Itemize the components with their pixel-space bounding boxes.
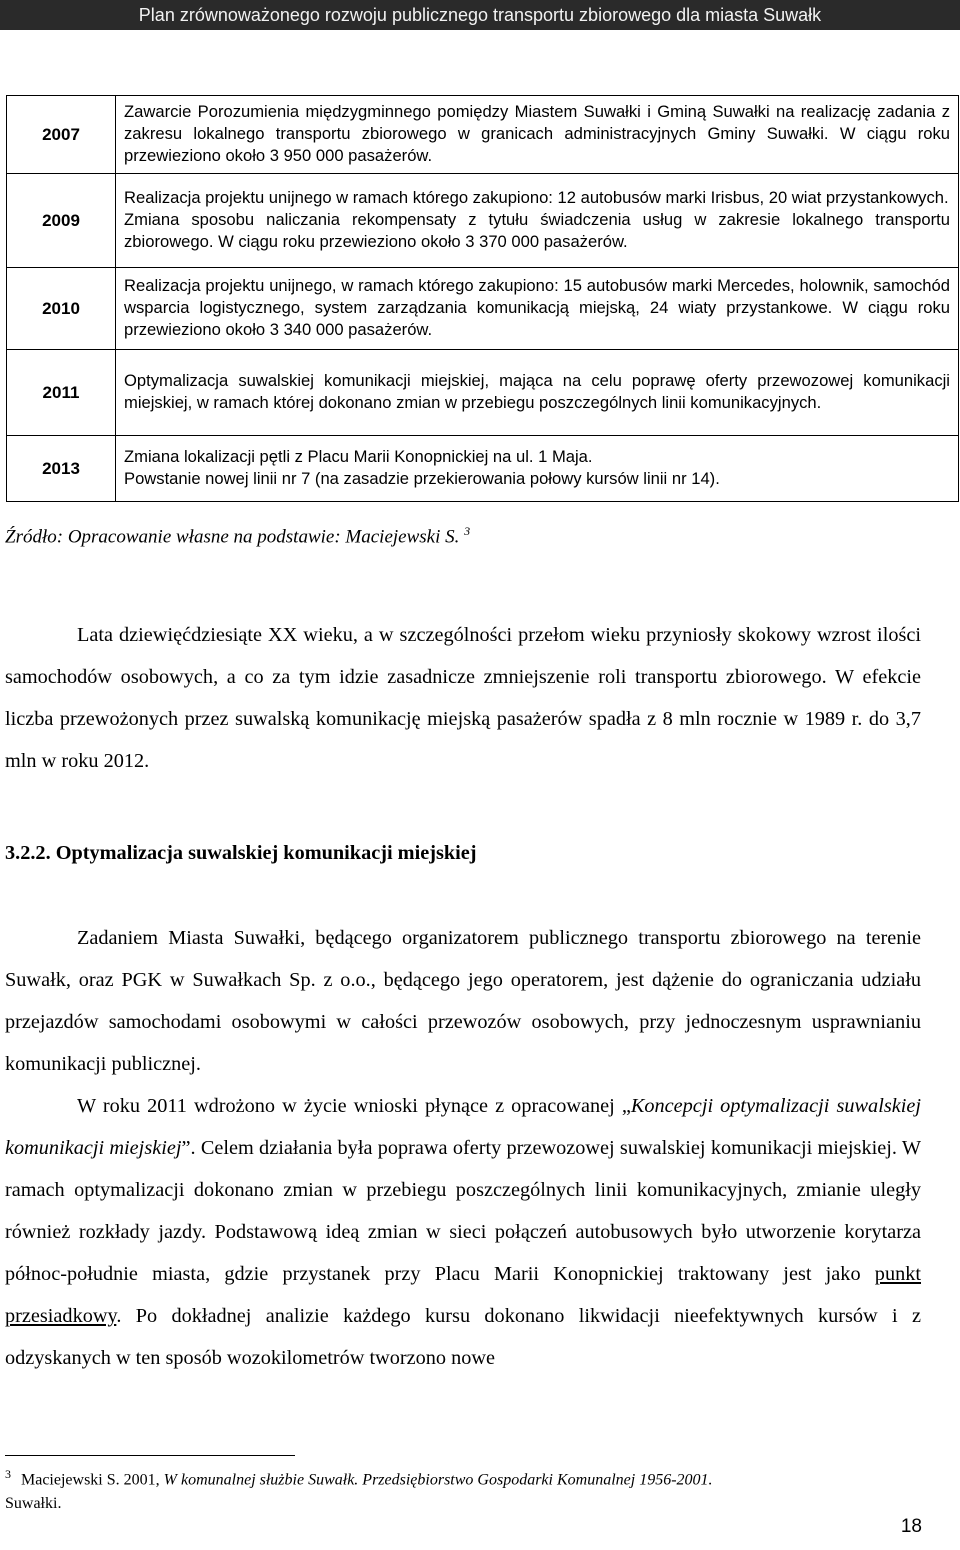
paragraph-goal — [5, 917, 921, 1085]
paragraph-text: Lata dziewięćdziesiąte XX wieku, a w szczególności przełom wieku przyniosły skokowy wzrost ilości samochodów osobowych, a co za tym idzie zasadnicze zmniejszenie roli transportu zbiorowego. W efekcie liczba przewożonych przez suwalską komunikację miejską pasażerów spadła z 8 mln rocznie w 1989 r. do 3,7 mln w roku 2012. — [5, 624, 921, 772]
description-text: Powstanie nowej linii nr 7 (na zasadzie przekierowania połowy kursów linii nr 14). — [124, 468, 720, 488]
year-cell: 2011 — [7, 350, 116, 436]
footnote-marker: 3 — [5, 1467, 11, 1481]
year-cell: 2010 — [7, 268, 116, 350]
running-header-title: Plan zrównoważonego rozwoju publicznego transportu zbiorowego dla miasta Suwałk — [138, 5, 822, 25]
description-text: Realizacja projektu unijnego w ramach którego zakupiono: 12 autobusów marki Irisbus, 20 wiat przystankowych. — [124, 187, 949, 207]
description-cell — [116, 174, 959, 268]
paragraph-text: Zadaniem Miasta Suwałki, będącego organizatorem publicznego transportu zbiorowego na terenie Suwałk, oraz PGK w Suwałkach Sp. z o.o., będącego jego operatorem, jest dążenie do ograniczania udziału przejazdów samochodami osobowymi w całości przewozów osobowych, przy jednoczesnym usprawnianiu komunikacji publicznej. — [5, 927, 921, 1075]
footnote-separator — [5, 1455, 295, 1456]
table-source-caption — [5, 524, 470, 548]
page-number: 18 — [900, 1516, 922, 1537]
description-text: Optymalizacja suwalskiej komunikacji miejskiej, mająca na celu poprawę oferty przewozowej komunikacji miejskiej, w ramach której dokonano zmian w przebiegu poszczególnych linii komunikacyjnych. — [124, 370, 950, 412]
description-text: Realizacja projektu unijnego, w ramach którego zakupiono: 15 autobusów marki Mercedes, holownik, samochód wsparcia logistycznego, system zarządzania komunikacją miejską, 24 wiaty przystankowe. W ciągu roku przewieziono około 3 340 000 pasażerów. — [124, 275, 950, 339]
description-cell — [116, 436, 959, 502]
footnote-reference: 3 — [464, 524, 471, 538]
paragraph-text-part: . Po dokładnej analizie każdego kursu dokonano likwidacji nieefektywnych kursów i z odzyskanych w ten sposób wozokilometrów tworzono nowe — [5, 1305, 921, 1369]
section-heading: 3.2.2. Optymalizacja suwalskiej komunikacji miejskiej — [5, 842, 477, 864]
table-row — [7, 268, 959, 350]
paragraph-decline — [5, 614, 921, 782]
footnote-author: Maciejewski S. 2001, — [21, 1471, 164, 1489]
table-row — [7, 96, 959, 174]
year-cell: 2013 — [7, 436, 116, 502]
description-text: Zmiana lokalizacji pętli z Placu Marii Konopnickiej na ul. 1 Maja. — [124, 446, 593, 466]
paragraph-text-part: ”. Celem działania była poprawa oferty przewozowej suwalskiej komunikacji miejskiej. W ramach optymalizacji dokonano zmian w przebiegu poszczególnych linii komunikacyjnych, zmianie uległy również rozkłady jazdy. Podstawową ideą zmian w sieci połączeń autobusowych było utworzenie korytarza północ-południe miasta, gdzie przystanek przy Placu Marii Konopnickiej traktowany jest jako — [5, 1137, 921, 1285]
table-row — [7, 350, 959, 436]
document-title-italic: Koncepcji optymalizacji suwalskiej komunikacji miejskiej — [5, 1095, 921, 1159]
footnote-place: Suwałki. — [5, 1495, 62, 1513]
table-row — [7, 436, 959, 502]
paragraph-optimization — [5, 1085, 921, 1379]
description-text: Zawarcie Porozumienia międzygminnego pomiędzy Miastem Suwałki i Gminą Suwałki na realizację zadania z zakresu lokalnego transportu zbiorowego w granicach administracyjnych Gminy Suwałki. W ciągu roku przewieziono około 3 950 000 pasażerów. — [124, 101, 950, 165]
description-cell — [116, 350, 959, 436]
transfer-point-link[interactable]: punkt przesiadkowy — [5, 1263, 921, 1327]
year-cell: 2007 — [7, 96, 116, 174]
history-table — [6, 95, 959, 502]
year-cell: 2009 — [7, 174, 116, 268]
footnote — [5, 1462, 915, 1516]
footnote-title: W komunalnej służbie Suwałk. Przedsiębiorstwo Gospodarki Komunalnej 1956-2001. — [163, 1471, 713, 1489]
description-cell — [116, 96, 959, 174]
table-row — [7, 174, 959, 268]
description-text: Zmiana sposobu naliczania rekompensaty z tytułu świadczenia usług w zakresie lokalnego transportu zbiorowego. W ciągu roku przewieziono około 3 370 000 pasażerów. — [124, 209, 950, 251]
source-text: Źródło: Opracowanie własne na podstawie: Maciejewski S. — [5, 526, 460, 548]
paragraph-text-part: W roku 2011 wdrożono w życie wnioski płynące z opracowanej „ — [77, 1095, 631, 1117]
description-cell — [116, 268, 959, 350]
running-header — [0, 0, 960, 30]
